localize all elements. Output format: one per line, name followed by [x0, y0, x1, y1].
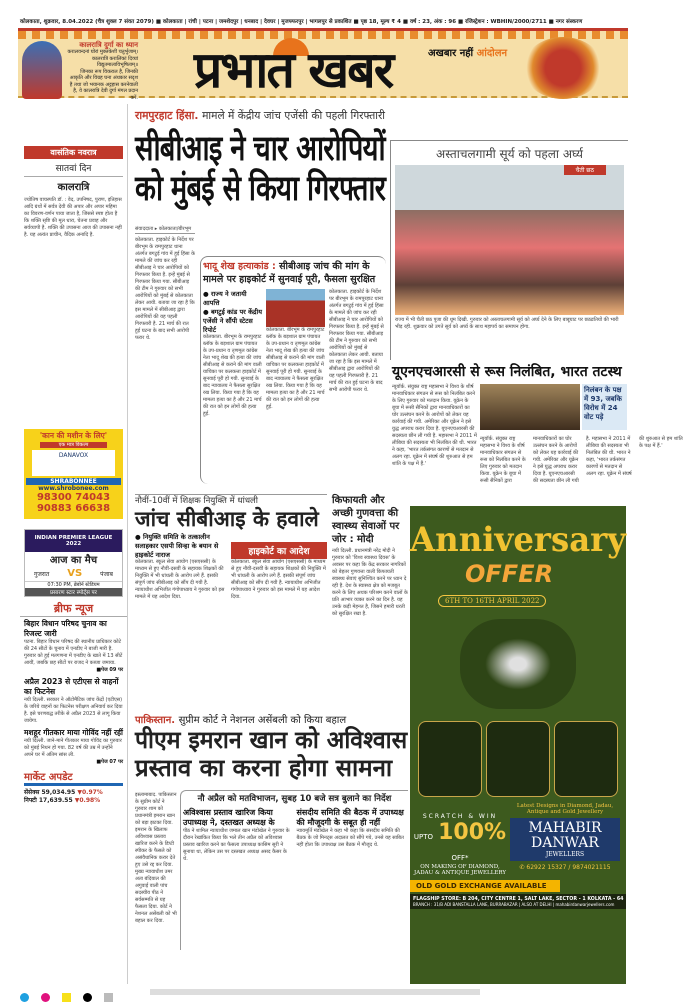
box-headline[interactable]: सीबीआइ जांच की मांग के मामले पर हाइकोर्ट में सुनवाई पूरी, फैसला सुरक्षित — [203, 261, 376, 285]
newspaper-logo[interactable]: प्रभात खबर — [193, 40, 393, 99]
brief-3-more[interactable]: ■पेज 07 पर — [96, 759, 123, 765]
navratri-goddess: कालरात्रि — [57, 182, 90, 193]
nifty-value: 17,639.55 — [38, 797, 73, 804]
pendant-image — [418, 721, 482, 797]
ad-phone-2: 90883 66638 — [36, 503, 111, 514]
ad-branch: BRANCH : 31/B ADI BANSTALLA LANE, BURRABAZAR | ALSO AT DELHI | mahabirdanwarjewellers.com — [413, 902, 615, 907]
chhath-tag: चैती छठ — [564, 165, 606, 175]
brand-line-1: MAHABIR — [528, 820, 602, 836]
match-time: 07:30 PM, ब्रेबोर्न स्टेडियम — [25, 581, 122, 588]
lead-kicker-text: मामले में केंद्रीय जांच एजेंसी की पहली गिरफ्तारी — [202, 109, 386, 122]
necklace-image — [460, 619, 576, 709]
modi-headline[interactable]: किफायती और अच्छी गुणवत्ता की स्वास्थ्य सेवाओं पर जोर : मोदी — [332, 495, 400, 545]
teacher-body: कोलकाता. स्कूल सेवा आयोग (एसएससी) के माध्यम से हुए नौवीं-दसवीं के सहायक शिक्षकों की नियुक्ति में भी धांधली के आरोप लगे हैं. इसकी संपूर्ण जांच सीबीआइ को सौंप दी गयी है. न्यायाधीश अभिजीत गंगोपाध्याय ने गुरुवार को इस मामले में यह आदेश दिया. — [135, 559, 225, 600]
brief-1-more[interactable]: ■पेज 09 पर — [96, 667, 123, 673]
team-1: गुजरात — [33, 570, 50, 578]
goddess-title: कालरात्रि दुर्गा का ध्यान — [79, 41, 138, 49]
navratri-text: ज्योतिष वाचस्पति डॉ. : वेद, उपनिषद, पुराण, इतिहास आदि ग्रंथों में सर्वत्र देवी की अपार और अपार महिमा का विवरण-वर्णन पाया जाता है, जिससे स्पष्ट होता है कि शक्ति सृष्टि की मूल धारा, चेतना प्रवाह और सर्वव्यापी है. शक्ति की उपासना आज की उपासना नहीं है. यह अत्यंत प्राचीन, वैदिक अनादि है. — [24, 197, 122, 238]
teacher-story: नौवीं-10वीं में शिक्षक नियुक्ति में धांधली जांच सीबीआइ के हवाले ● नियुक्ति समिति के तत्कालीन सलाहकार एसपी सिन्हा के बयान से हाइकोर्ट नाराज कोलकाता. स्कूल सेवा आयोग (एसएससी) के माध्यम से हुए नौवीं-दसवीं के सहायक शिक्षकों की नियुक्ति में भी धांधली के आरोप लगे हैं. इसकी संपूर्ण जांच सीबीआइ को सौंप दी गयी है. न्यायाधीश अभिजीत गंगोपाध्याय ने गुरुवार को इस मामले में यह आदेश दिया. हाइकोर्ट का आदेश कोलकाता. स्कूल सेवा आयोग (एसएससी) के माध्यम से हुए नौवीं-दसवीं के सहायक शिक्षकों की नियुक्ति में भी धांधली के आरोप लगे हैं. इसकी संपूर्ण जांच सीबीआइ को सौंप दी गयी है. न्यायाधीश अभिजीत गंगोपाध्याय ने गुरुवार को इस मामले में यह आदेश दिया. — [135, 494, 327, 679]
team-2: पंजाब — [100, 570, 113, 578]
chhath-photo-box — [390, 140, 628, 360]
tagline — [428, 45, 507, 59]
dateline: कोलकाता, शुक्रवार, 8.04.2022 (चैत्र शुक्ल 7 संवत 2079) ■ कोलकाता | रांची | पटना | जमशेदपुर | धनबाद | देवघर | मुजफ्फरपुर | भागलपुर से प्रकाशित ■ पृष्ठ 18, मूल्य ₹ 4 ■ वर्ष : 23, अंक : 96 ■ रजिस्ट्रेशन : WBHIN/2000/2711 ■ नगर संस्करण — [20, 19, 583, 25]
grey-bar — [150, 989, 480, 995]
brief-3-title[interactable]: मशहूर गीतकार माया गोविंद नहीं रहीं — [24, 728, 123, 737]
nifty-change: ▼0.98% — [74, 797, 101, 804]
teacher-body-cont: कोलकाता. स्कूल सेवा आयोग (एसएससी) के माध्यम से हुए नौवीं-दसवीं के सहायक शिक्षकों की नियुक्ति में भी धांधली के आरोप लगे हैं. इसकी संपूर्ण जांच सीबीआइ को सौंप दी गयी है. न्यायाधीश अभिजीत गंगोपाध्याय ने गुरुवार को इस मामले में यह आदेश दिया. — [231, 559, 326, 600]
tagline-a: अखबार नहीं — [428, 48, 474, 59]
ipl-box — [24, 529, 123, 597]
sensex-value: 59,034.95 — [41, 789, 76, 796]
ad-title: 'कान की मशीन के लिए' — [39, 431, 108, 440]
ad-latest: Latest Designs in Diamond, Jadau, Antique and Gold Jewellery — [516, 803, 614, 815]
high-court-order-tag: हाइकोर्ट का आदेश — [231, 542, 327, 559]
navratri-day: सातवां दिन — [24, 159, 123, 177]
unhrc-body-cont: न्यूयॉर्क. संयुक्त राष्ट्र महासभा ने विश्व के शीर्ष मानवाधिकार संगठन से रूस को निलंबित करने के लिए गुरुवार को मतदान किया. यूक्रेन के बूचा में रूसी सैनिकों द्वारा मानवाधिकारों का घोर उल्लंघन करने के आरोपों को लेकर यह कार्रवाई की गयी. अमेरिका और यूक्रेन ने इसे युद्ध अपराध करार दिया है. यूएनएचआरसी की सदस्यता छीन ली गयी है. महासभा ने 2011 में लीबिया की सदस्यता भी निलंबित की थी. भारत ने कहा, 'भारत तर्कसंगत कारणों से मतदान से अलग रहा. यूक्रेन में संघर्ष की शुरुआत से हम शांति के पक्ष में हैं.' — [480, 436, 683, 484]
goddess-text: जिनका रूप विकराल है, जिनकी आकृति और विग्रह घना अंधकार सदृश है तथा जो भयानक अट्टहास करनेवाली है, वे कालरात्रि देवी दुर्गा मंगल प्रदान करें. — [69, 68, 138, 101]
chhath-headline[interactable]: अस्ताचलगामी सूर्य को पहला अर्घ्य — [436, 147, 583, 161]
kalash-image — [523, 37, 603, 99]
brief-2-text: नयी दिल्ली. सरकार ने ऑटोमैटिक जांच केंद्रों (एटीएस) के जरिये वाहनों का फिटनेस परीक्षण अनिवार्य कर दिया है. इसे चरणबद्ध तरीके से अप्रैल 2023 से लागू किया जायेगा. — [24, 697, 123, 724]
earrings-image — [486, 721, 550, 797]
goddess-box — [66, 41, 138, 101]
unga-photo — [480, 384, 580, 430]
ad-dates: 6TH TO 16TH APRIL 2022 — [438, 595, 546, 607]
yellow-dot-icon — [62, 993, 71, 1002]
pak-kicker-red: पाकिस्तान. — [135, 715, 176, 726]
chhath-caption: राज्य में भी चैती छठ पूजा की धूम दिखी. गुरुवार को अस्ताचलगामी सूर्य को अर्घ्य देने के लिए बाबूघाट पर छठव्रतियों की भारी भीड़ रही. शुक्रवार को उगते सूर्य को अर्घ्य के साथ महापर्व का समापन होगा. — [395, 317, 619, 330]
lead-kicker — [135, 108, 385, 123]
navratri-label: वासंतिक नवरात्र — [24, 146, 123, 159]
jewellery-ad[interactable] — [410, 506, 626, 984]
match-title: आज का मैच — [49, 555, 98, 566]
modi-body: नयी दिल्ली. प्रधानमंत्री नरेंद्र मोदी ने गुरुवार को 'विश्व स्वास्थ्य दिवस' के अवसर पर कहा कि केंद्र सरकार नागरिकों को बेहतर गुणवत्ता वाली किफायती स्वास्थ्य सेवाएं सुनिश्चित करने पर ध्यान दे रही है. देश के स्वास्थ्य क्षेत्र को मजबूत करने के लिए अथक परिश्रम करने वालों के प्रति आभार व्यक्त करने का दिन है. यह उनके कड़ी मेहनत है, जिसने हमारी धरती को सुरक्षित रखा है. — [332, 548, 408, 617]
lead-body-text: कोलकाता. हाइकोर्ट के निर्देश पर बीरभूम के रामपुरहाट थाना अंतर्गत बगटुई गांव में हुई हिंसा के मामले की जांच कर रही सीबीआइ ने चार आरोपियों को गिरफ्तार किया है. इन्हें मुंबई से गिरफ्तार किया गया. सीबीआइ की टीम ने गुरुवार को सभी आरोपियों को मुंबई से कोलकाता लेकर आयी. बताया जा रहा है कि इस मामले में सीबीआइ द्वारा आरोपियों की यह पहली गिरफ्तारी है. 21 मार्च की रात हुई घटना के बाद सभी आरोपी फरार थे. — [135, 237, 195, 341]
ad-anniversary: Anniversary — [410, 520, 627, 560]
tagline-b: आंदोलन — [476, 48, 508, 59]
lead-body — [135, 226, 195, 488]
pak-col2-body: न्यायमूर्ति मंडोखेल ने कहा भी कहा कि संसदीय समिति की बैठक के जो मिनट्स अदालत को सौंपे गये, उनसे यह साबित नहीं होता कि उपाध्यक्ष उस बैठक में मौजूद थे. — [296, 828, 404, 848]
masthead — [18, 28, 628, 101]
pakistan-story — [135, 712, 407, 782]
box-body: कोलकाता. बीरभूम के रामपुरहाट ब्लॉक के बड़शाल ग्राम पंचायत के उप-प्रधान व तृणमूल कांग्रेस नेता भादू शेख की हत्या की जांच सीबीआइ से कराने की मांग वाली याचिका पर कलकत्ता हाइकोर्ट में सुनवाई पूरी हो गयी. सुनवाई के बाद न्यायालय ने फैसला सुरक्षित रख लिया. किया गया है कि यह मामला हत्या का है और 21 मार्च की रात को इन लोगों की हत्या हुई. — [203, 334, 262, 417]
unhrc-headline[interactable]: यूएनएचआरसी से रूस निलंबित, भारत तटस्थ — [392, 364, 622, 380]
pak-kicker: सुप्रीम कोर्ट ने नेशनल असेंबली को किया बहाल — [178, 715, 347, 726]
garland-decoration — [18, 31, 628, 39]
goddess-mantra: करालवन्दनां घोरां मुक्तकेशीं चतुर्भुजाम्। कालरात्रिं करालिंकां दिव्यां विद्युतमालाविभूषिताम्॥ — [67, 49, 138, 68]
ipl-logo: INDIAN PREMIER LEAGUE 2022 — [25, 530, 122, 552]
ad-phone-1: 98300 74043 — [36, 492, 111, 503]
hearing-aid-ad[interactable] — [24, 429, 123, 519]
lead-headline-2[interactable]: को मुंबई से किया गिरफ्तार — [135, 169, 386, 209]
market-heading: मार्केट अपडेट — [24, 769, 123, 786]
ad-scratch: SCRATCH & WIN — [422, 813, 498, 820]
lead-story — [135, 108, 385, 209]
box-kicker: भादू शेख हत्याकांड : — [203, 261, 276, 272]
pak-col1-head[interactable]: अविश्वास प्रस्ताव खारिज किया उपाध्यक्ष ने, दस्तखत अध्यक्ष के — [183, 808, 275, 827]
ad-percent: 100% — [438, 820, 507, 845]
ad-off: OFF* — [451, 854, 469, 862]
brand-line-2: DANWAR — [531, 835, 599, 851]
teacher-kicker: नौवीं-10वीं में शिक्षक नियुक्ति में धांधली — [135, 496, 259, 506]
grey-square-icon — [104, 993, 113, 1002]
brief-1-title[interactable]: बिहार विधान परिषद चुनाव का रिजल्ट जारी — [24, 619, 107, 638]
pak-sub-box — [180, 790, 408, 950]
ad-store: FLAGSHIP STORE: B 204, CITY CENTRE 1, SALT LAKE, SECTOR - 1 KOLKATA - 64 — [413, 896, 624, 902]
left-column — [20, 104, 128, 984]
cyan-dot-icon — [20, 993, 29, 1002]
pak-col1-body: पीठ ने शामिल न्यायाधीश जमाल खान मंडोखेल ने गुरुवार के दौरान रेखांकित किया कि भले तीन अप्रैल को अविश्वास प्रस्ताव खारिज करने का फैसला उपाध्यक्ष कासिम सूरी ने सुनाया था, लेकिन उस पर दस्तखत अध्यक्ष असद कैसर के थे. — [183, 828, 290, 862]
ad-making: ON MAKING OF DIAMOND, JADAU & ANTIQUE JEWELLERY — [414, 864, 506, 876]
magenta-dot-icon — [41, 993, 50, 1002]
nifty-label: निफ्टी — [24, 797, 37, 804]
ad-phone: ✆ 62922 15327 / 9874021115 — [519, 864, 611, 871]
pak-col2-head[interactable]: संसदीय समिति की बैठक में उपाध्यक्ष की मौजूदगी के सबूत ही नहीं — [296, 808, 404, 827]
brief-news-heading: ब्रीफ न्यूज — [20, 601, 127, 617]
pak-body: इस्लामाबाद. पाकिस्तान के सुप्रीम कोर्ट ने गुरुवार शाम को प्रधानमंत्री इमरान खान को बड़ा झटका दिया. इमरान के खिलाफ अविश्वास प्रस्ताव खारिज करने के डिप्टी स्पीकर के फैसले को असंवैधानिक करार देते हुए उसे रद्द कर दिया. मुख्य न्यायाधीश उमर अता बंदियाल की अगुवाई वाली पांच सदस्यीय पीठ ने सर्वसम्मति से यह फैसला दिया. कोर्ट ने नेशनल असेंबली को भी बहाल कर दिया. — [135, 792, 177, 924]
pak-headline-1[interactable]: पीएम इमरान खान को अविश्वास — [135, 726, 408, 754]
sensex-row — [24, 788, 123, 796]
print-registration-marks — [20, 987, 125, 1006]
unhrc-body: न्यूयॉर्क. संयुक्त राष्ट्र महासभा ने विश्व के शीर्ष मानवाधिकार संगठन से रूस को निलंबित करने के लिए गुरुवार को मतदान किया. यूक्रेन के बूचा में रूसी सैनिकों द्वारा मानवाधिकारों का घोर उल्लंघन करने के आरोपों को लेकर यह कार्रवाई की गयी. अमेरिका और यूक्रेन ने इसे युद्ध अपराध करार दिया है. यूएनएचआरसी की सदस्यता छीन ली गयी है. महासभा ने 2011 में लीबिया की सदस्यता भी निलंबित की थी. भारत ने कहा, 'भारत तर्कसंगत कारणों से मतदान से अलग रहा. यूक्रेन में संघर्ष की शुरुआत से हम शांति के पक्ष में हैं.' — [392, 384, 477, 467]
chhath-photo — [395, 165, 624, 315]
lead-headline-1[interactable]: सीबीआइ ने चार आरोपियों — [135, 129, 385, 169]
brand-line-3: JEWELLERS — [545, 851, 585, 858]
brief-2-title[interactable]: अप्रैल 2023 से एटीएस से वाहनों का फिटनेस — [24, 677, 119, 696]
ad-website[interactable]: www.shrobonee.com — [38, 485, 109, 492]
teacher-headline[interactable]: जांच सीबीआइ के हवाले — [135, 507, 319, 531]
pak-subhead[interactable]: नौ अप्रैल को मतविभाजन, सुबह 10 बजे सत्र बुलाने का निर्देश — [197, 794, 392, 804]
ad-offer: OFFER — [465, 560, 554, 588]
high-court-photo — [266, 289, 325, 327]
box-body-cont: कोलकाता. बीरभूम के रामपुरहाट ब्लॉक के बड़शाल ग्राम पंचायत के उप-प्रधान व तृणमूल कांग्रेस नेता भादू शेख की हत्या की जांच सीबीआइ से कराने की मांग वाली याचिका पर कलकत्ता हाइकोर्ट में सुनवाई पूरी हो गयी. सुनवाई के बाद न्यायालय ने फैसला सुरक्षित रख लिया. किया गया है कि यह मामला हत्या का है और 21 मार्च की रात को इन लोगों की हत्या हुई. — [265, 327, 325, 410]
pak-headline-2[interactable]: प्रस्ताव का करना होगा सामना — [135, 754, 393, 782]
brief-3-text: नयी दिल्ली. जाने-माने गीतकार माया गोविंद का गुरुवार को मुंबई निधन हो गया. 82 वर्ष की उम्र में उन्होंने अपने घर में अंतिम सांस ली. — [24, 738, 122, 758]
goddess-image — [22, 41, 62, 99]
box-body-cont-2: कोलकाता. हाइकोर्ट के निर्देश पर बीरभूम के रामपुरहाट थाना अंतर्गत बगटुई गांव में हुई हिंसा के मामले की जांच कर रही सीबीआइ ने चार आरोपियों को गिरफ्तार किया है. इन्हें मुंबई से गिरफ्तार किया गया. सीबीआइ की टीम ने गुरुवार को सभी आरोपियों को मुंबई से कोलकाता लेकर आयी. बताया जा रहा है कि इस मामले में सीबीआइ द्वारा आरोपियों की यह पहली गिरफ्तारी है. 21 मार्च की रात हुई घटना के बाद सभी आरोपी फरार थे. — [328, 289, 384, 393]
black-dot-icon — [83, 993, 92, 1002]
box-bullet-2: बगटुई कांड पर केंद्रीय एजेंसी ने सौंपी स्टेटस रिपोर्ट — [203, 308, 262, 334]
bracelet-image — [554, 721, 618, 797]
nifty-row — [24, 796, 123, 804]
sensex-change: ▼0.97% — [77, 789, 103, 796]
sensex-label: सेंसेक्स — [24, 789, 40, 796]
ad-shop: SHRABONNEE — [26, 478, 121, 485]
brief-1-text: पटना. बिहार विधान परिषद की स्थानीय प्राधिकार कोटे की 24 सीटों के चुनाव में एनडीए ने बाजी मारी है. गुरुवार को हुई मतगणना में एनडीए के खाते में 13 सीटें आयीं, जबकि छह सीटों पर राजद ने कब्जा जमाया. — [24, 639, 123, 666]
match-channel: प्रसारण स्टार स्पोर्ट्स पर — [25, 588, 122, 596]
lead-kicker-red: रामपुरहाट हिंसा. — [135, 109, 199, 122]
vs-label: VS — [67, 568, 83, 579]
ad-upto: UPTO — [413, 833, 434, 841]
ad-sub: एक मात्र विकल्प — [40, 442, 107, 448]
ad-brand: DANAVOX — [32, 450, 115, 476]
box-bullet-1: राज्य ने जतायी आपत्ति — [203, 290, 247, 307]
bhadu-shekh-box: भादू शेख हत्याकांड : सीबीआइ जांच की मांग के मामले पर हाइकोर्ट में सुनवाई पूरी, फैसला सुरक्षित ● राज्य ने जतायी आपत्ति ● बगटुई कांड पर केंद्रीय एजेंसी ने सौंपी स्टेटस रिपोर्ट कोलकाता. बीरभूम के रामपुरहाट ब्लॉक के बड़शाल ग्राम पंचायत के उप-प्रधान व तृणमूल कांग्रेस नेता भादू शेख की हत्या की जांच सीबीआइ से कराने की मांग वाली याचिका पर कलकत्ता हाइकोर्ट में सुनवाई पूरी हो गयी. सुनवाई के बाद न्यायालय ने फैसला सुरक्षित रख लिया. किया गया है कि यह मामला हत्या का है और 21 मार्च की रात को इन लोगों की हत्या हुई. कोलकाता. बीरभूम के रामपुरहाट ब्लॉक के बड़शाल ग्राम पंचायत के उप-प्रधान व तृणमूल कांग्रेस नेता भादू शेख की हत्या की जांच सीबीआइ से कराने की मांग वाली याचिका पर कलकत्ता हाइकोर्ट में सुनवाई पूरी हो गयी. सुनवाई के बाद न्यायालय ने फैसला सुरक्षित रख लिया. किया गया है कि यह मामला हत्या का है और 21 मार्च की रात को इन लोगों की हत्या हुई. कोलकाता. हाइकोर्ट के निर्देश पर बीरभूम के रामपुरहाट थाना अंतर्गत बगटुई गांव में हुई हिंसा के मामले की जांच कर रही सीबीआइ ने चार आरोपियों को गिरफ्तार किया है. इन्हें मुंबई से गिरफ्तार किया गया. सीबीआइ की टीम ने गुरुवार को सभी आरोपियों को मुंबई से कोलकाता लेकर आयी. बताया जा रहा है कि इस मामले में सीबीआइ द्वारा आरोपियों की यह पहली गिरफ्तारी है. 21 मार्च की रात हुई घटना के बाद सभी आरोपी फरार थे. — [200, 256, 386, 484]
teacher-bullet: नियुक्ति समिति के तत्कालीन सलाहकार एसपी सिन्हा के बयान से हाइकोर्ट नाराज — [135, 533, 219, 559]
lead-byline: संवाददाता ▸ कोलकाता/बीरभूम — [135, 226, 195, 234]
ad-exchange: OLD GOLD EXCHANGE AVAILABLE — [410, 880, 560, 892]
modi-health-story — [332, 494, 408, 674]
unhrc-callout: निलंबन के पक्ष में 93, जबकि विरोध में 24 वोट पड़े — [582, 384, 627, 430]
